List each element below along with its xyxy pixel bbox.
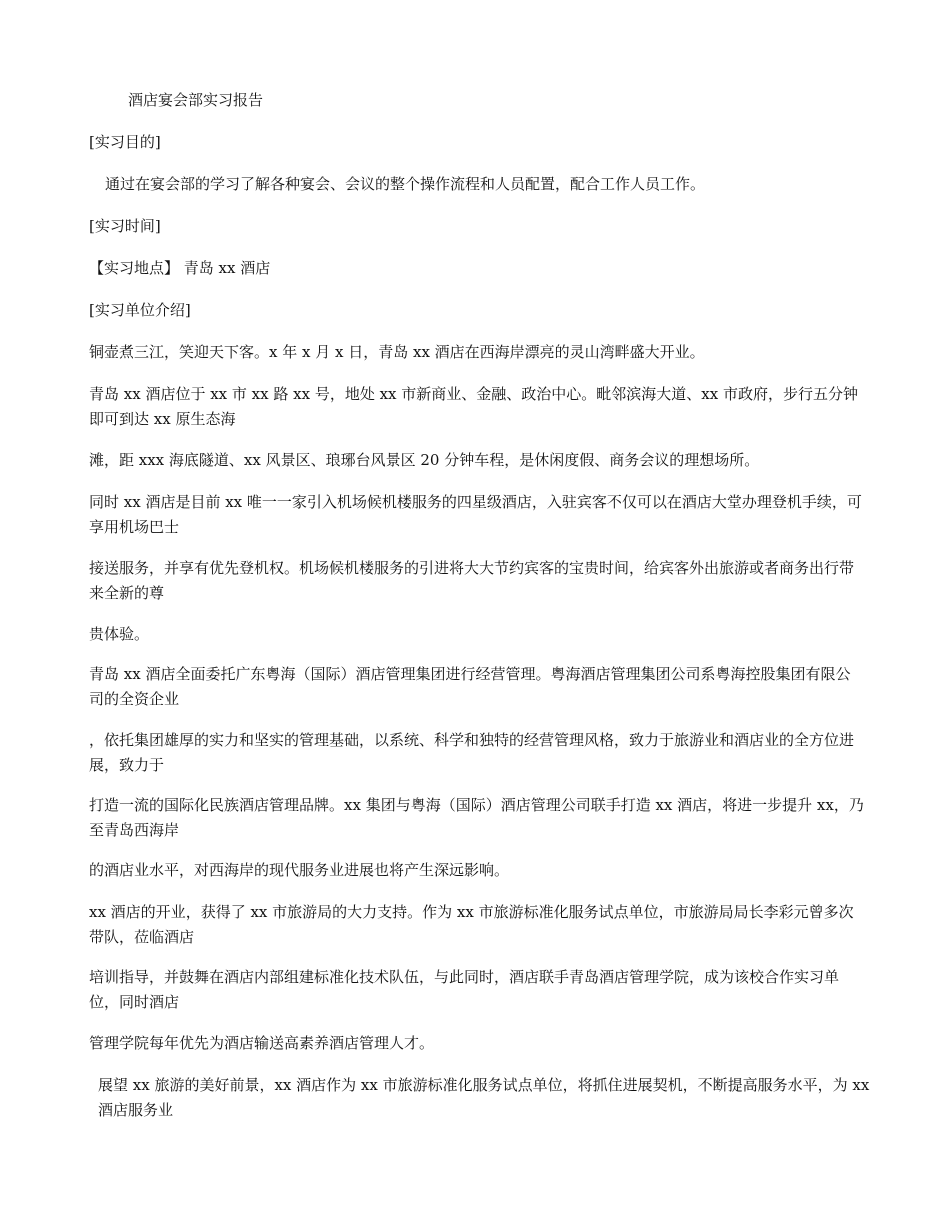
- time-heading: [实习时间]: [89, 217, 161, 235]
- paragraph: 管理学院每年优先为酒店输送高素养酒店管理人才。: [89, 1034, 435, 1052]
- paragraph: 青岛 xx 酒店全面委托广东粤海（国际）酒店管理集团进行经营管理。粤海酒店管理集团公司系粤海控股集团有限公司的全资企业: [89, 665, 851, 708]
- paragraph: 打造一流的国际化民族酒店管理品牌。xx 集团与粤海（国际）酒店管理公司联手打造 xx 酒店，将进一步提升 xx，乃至青岛西海岸: [89, 796, 864, 839]
- paragraph: 培训指导，并鼓舞在酒店内部组建标准化技术队伍，与此同时，酒店联手青岛酒店管理学院，成为该校合作实习单位，同时酒店: [89, 968, 840, 1011]
- location-line: 【实习地点】 青岛 xx 酒店: [89, 259, 271, 277]
- purpose-text: 通过在宴会部的学习了解各种宴会、会议的整个操作流程和人员配置，配合工作人员工作。: [105, 175, 706, 193]
- paragraph: xx 酒店的开业，获得了 xx 市旅游局的大力支持。作为 xx 市旅游标准化服务试点单位，市旅游局局长李彩元曾多次带队，莅临酒店: [89, 903, 854, 946]
- purpose-heading: [实习目的]: [89, 133, 161, 151]
- paragraph: ，依托集团雄厚的实力和坚实的管理基础，以系统、科学和独特的经营管理风格，致力于旅游业和酒店业的全方位进展，致力于: [89, 731, 855, 774]
- paragraph: 的酒店业水平，对西海岸的现代服务业进展也将产生深远影响。: [89, 861, 510, 879]
- paragraph: 铜壶煮三江，笑迎天下客。x 年 x 月 x 日，青岛 xx 酒店在西海岸漂亮的灵山湾畔盛大开业。: [89, 343, 705, 361]
- paragraph: 青岛 xx 酒店位于 xx 市 xx 路 xx 号，地处 xx 市新商业、金融、政治中心。毗邻滨海大道、xx 市政府，步行五分钟即可到达 xx 原生态海: [89, 385, 858, 428]
- unit-heading: [实习单位介绍]: [89, 301, 191, 319]
- paragraph: 展望 xx 旅游的美好前景，xx 酒店作为 xx 市旅游标准化服务试点单位，将抓住进展契机，不断提高服务水平，为 xx 酒店服务业: [98, 1076, 870, 1119]
- paragraph: 接送服务，并享有优先登机权。机场候机楼服务的引进将大大节约宾客的宝贵时间，给宾客外出旅游或者商务出行带来全新的尊: [89, 559, 855, 602]
- paragraph: 同时 xx 酒店是目前 xx 唯一一家引入机场候机楼服务的四星级酒店，入驻宾客不仅可以在酒店大堂办理登机手续，可享用机场巴士: [89, 493, 862, 536]
- paragraph: 贵体验。: [89, 625, 150, 643]
- document-title: 酒店宴会部实习报告: [128, 91, 264, 109]
- paragraph: 滩，距 xxx 海底隧道、xx 风景区、琅琊台风景区 20 分钟车程，是休闲度假、商务会议的理想场所。: [89, 451, 760, 469]
